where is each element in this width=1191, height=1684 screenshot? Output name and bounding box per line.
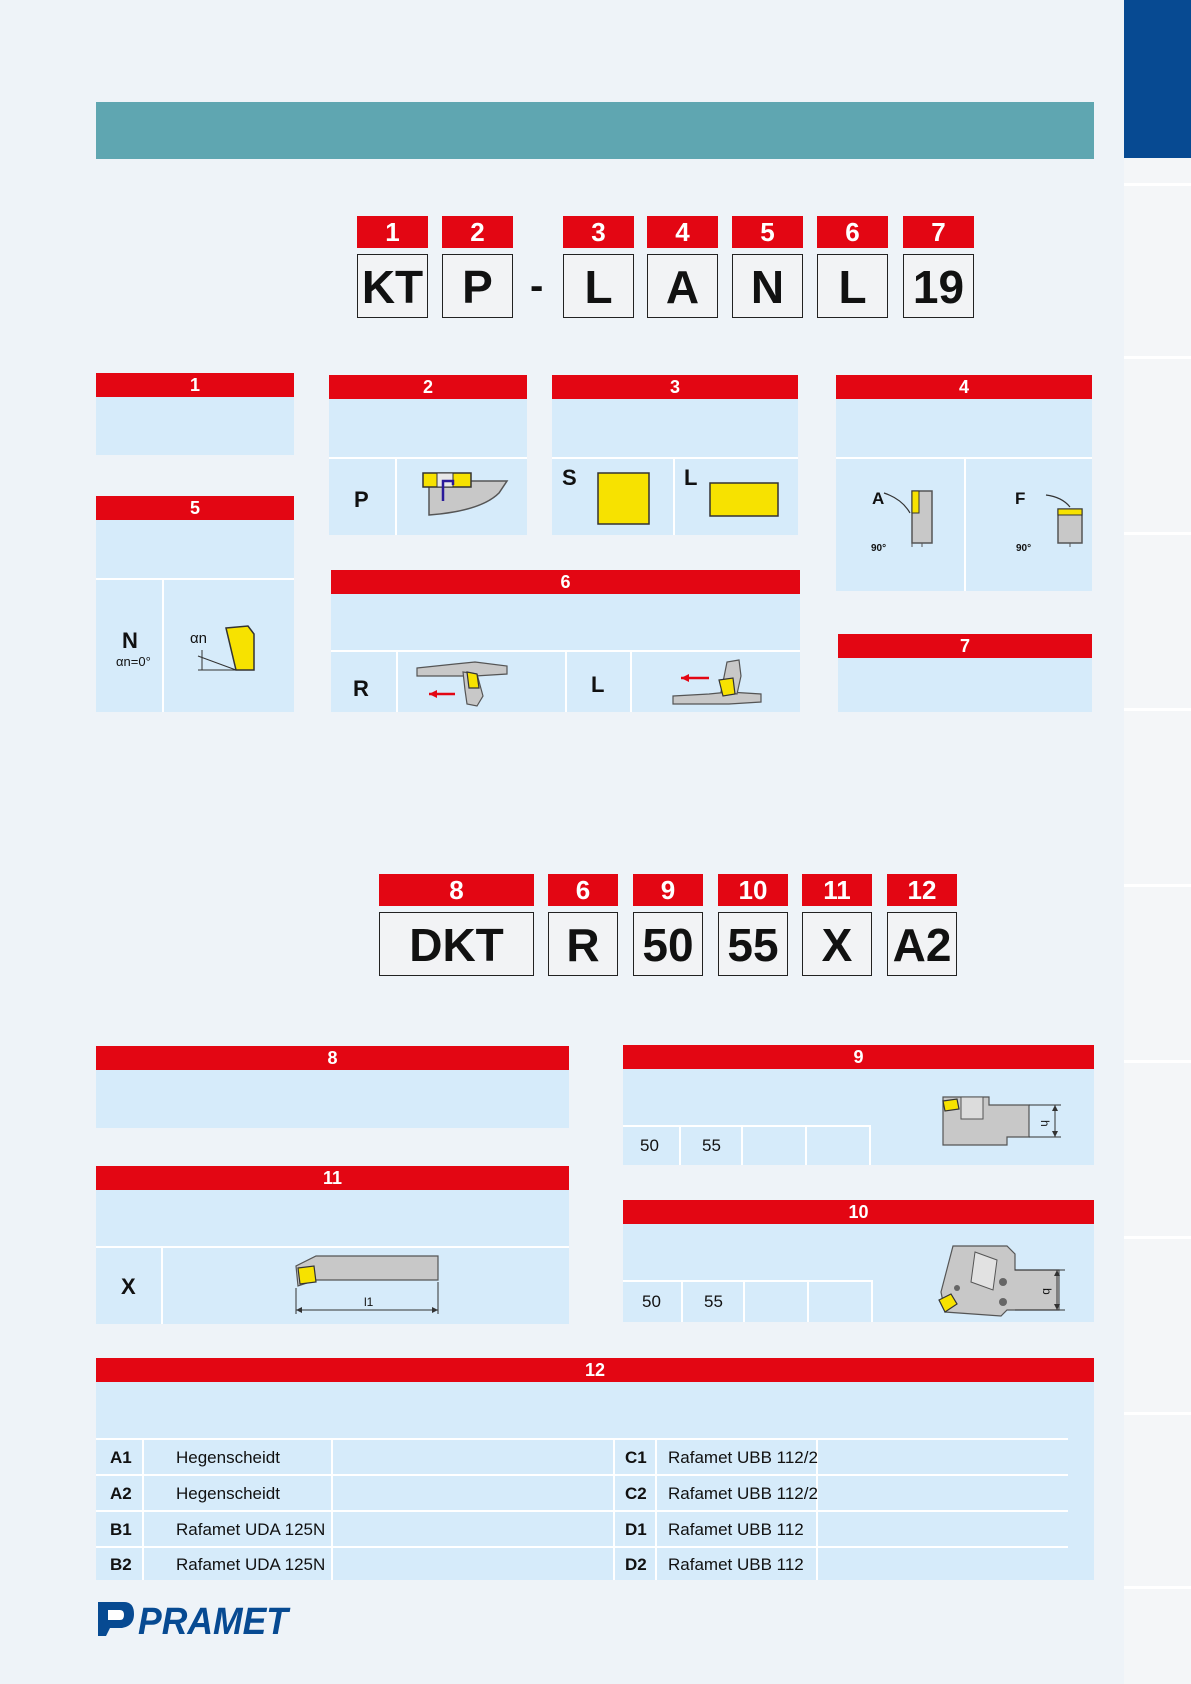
panel-header: 5 xyxy=(96,496,294,520)
grid-line xyxy=(655,1438,657,1580)
position-number: 9 xyxy=(633,874,703,906)
position-number: 6 xyxy=(817,216,888,248)
position-value: DKT xyxy=(379,912,534,976)
svg-text:PRAMET: PRAMET xyxy=(138,1601,291,1638)
code-position-5 xyxy=(732,216,803,322)
position-value: R xyxy=(548,912,618,976)
position-number: 1 xyxy=(357,216,428,248)
side-divider xyxy=(1124,1586,1191,1589)
grid-line xyxy=(96,1510,1068,1512)
grid-line xyxy=(96,1438,1068,1440)
side-divider xyxy=(1124,1412,1191,1415)
panel-header: 2 xyxy=(329,375,527,399)
machine-name: Rafamet UDA 125N xyxy=(176,1520,326,1539)
panel-header: 12 xyxy=(96,1358,1094,1382)
code-position-2 xyxy=(442,216,513,322)
code-separator: - xyxy=(530,264,544,308)
option-code: R xyxy=(353,676,369,701)
grid-line xyxy=(623,1280,871,1282)
clearance-angle-symbol: αn xyxy=(190,630,208,647)
cartridge-length-icon xyxy=(294,1252,444,1318)
panel-1 xyxy=(96,373,294,455)
position-number: 7 xyxy=(903,216,974,248)
panel-12 xyxy=(96,1358,1094,1580)
grid-line xyxy=(331,1438,333,1580)
grid-line xyxy=(395,457,397,535)
position-value: KT xyxy=(357,254,428,318)
code-position-1 xyxy=(357,216,428,322)
machine-code: C1 xyxy=(625,1448,647,1467)
panel-4 xyxy=(836,375,1092,591)
tool-style-a-icon xyxy=(882,487,934,549)
code-position-4 xyxy=(647,216,718,322)
grid-line xyxy=(805,1125,807,1165)
panel-header: 11 xyxy=(96,1166,569,1190)
panel-header: 8 xyxy=(96,1046,569,1070)
dimension-b-label: b xyxy=(1040,1288,1054,1295)
option-code: L xyxy=(591,672,605,697)
code-position-6 xyxy=(817,216,888,322)
code-position-10 xyxy=(718,874,788,980)
side-divider xyxy=(1124,708,1191,711)
grid-line xyxy=(162,578,164,712)
machine-name: Rafamet UDA 125N xyxy=(176,1555,326,1574)
machine-code: A2 xyxy=(110,1484,132,1503)
position-number: 10 xyxy=(718,874,788,906)
clamping-system-p-icon xyxy=(421,471,509,521)
grid-line xyxy=(142,1438,144,1580)
code-position-9 xyxy=(633,874,703,980)
machine-name: Rafamet UBB 112/2 xyxy=(668,1448,818,1467)
option-code: N xyxy=(122,628,138,653)
panel-header: 3 xyxy=(552,375,798,399)
position-number: 5 xyxy=(732,216,803,248)
grid-line xyxy=(681,1280,683,1322)
angle-label: 90° xyxy=(1016,543,1032,554)
machine-code: D1 xyxy=(625,1520,647,1539)
position-value: X xyxy=(802,912,872,976)
machine-name: Rafamet UBB 112 xyxy=(668,1555,804,1574)
machine-name: Hegenscheidt xyxy=(176,1448,280,1467)
panel-header: 7 xyxy=(838,634,1092,658)
grid-line xyxy=(565,650,567,712)
position-value: L xyxy=(563,254,634,318)
side-divider xyxy=(1124,1236,1191,1239)
option-code: X xyxy=(121,1274,136,1299)
panel-8 xyxy=(96,1046,569,1128)
machine-code: B1 xyxy=(110,1520,132,1539)
option-code: P xyxy=(354,487,369,512)
side-tab-strip xyxy=(1124,0,1191,1684)
panel-2 xyxy=(329,375,527,535)
height-value: 55 xyxy=(702,1136,721,1155)
clearance-angle-icon xyxy=(196,620,260,676)
machine-name: Rafamet UBB 112/2 xyxy=(668,1484,818,1503)
position-number: 6 xyxy=(548,874,618,906)
code-position-11 xyxy=(802,874,872,980)
grid-line xyxy=(96,1474,1068,1476)
clearance-angle-value: αn=0° xyxy=(116,654,151,669)
dimension-h-label: h xyxy=(1038,1120,1052,1127)
position-value: A xyxy=(647,254,718,318)
square-insert-icon xyxy=(596,471,652,527)
position-number: 12 xyxy=(887,874,957,906)
machine-code: A1 xyxy=(110,1448,132,1467)
code-position-7 xyxy=(903,216,974,322)
grid-line xyxy=(161,1246,163,1324)
grid-line xyxy=(96,578,294,580)
dimension-l1-label: l1 xyxy=(364,1295,374,1309)
pramet-logo xyxy=(96,1598,296,1643)
panel-header: 10 xyxy=(623,1200,1094,1224)
title-banner xyxy=(96,102,1094,159)
pramet-logo-mark xyxy=(96,1598,296,1638)
position-value: 55 xyxy=(718,912,788,976)
position-number: 4 xyxy=(647,216,718,248)
position-value: 50 xyxy=(633,912,703,976)
panel-3 xyxy=(552,375,798,535)
option-code: L xyxy=(684,465,698,490)
machine-code: B2 xyxy=(110,1555,132,1574)
panel-9 xyxy=(623,1045,1094,1165)
option-code: A xyxy=(872,489,885,508)
grid-line xyxy=(807,1280,809,1322)
position-value: P xyxy=(442,254,513,318)
grid-line xyxy=(869,1125,871,1165)
panel-10 xyxy=(623,1200,1094,1322)
panel-7 xyxy=(838,634,1092,712)
tool-style-f-icon xyxy=(1044,493,1090,549)
rectangular-insert-icon xyxy=(708,481,780,519)
panel-header: 9 xyxy=(623,1045,1094,1069)
side-divider xyxy=(1124,1060,1191,1063)
grid-line xyxy=(396,650,398,712)
height-value: 50 xyxy=(640,1136,659,1155)
grid-line xyxy=(743,1280,745,1322)
code-position-3 xyxy=(563,216,634,322)
panel-header: 1 xyxy=(96,373,294,397)
grid-line xyxy=(96,1546,1068,1548)
width-value: 55 xyxy=(704,1292,723,1311)
left-hand-tool-icon xyxy=(669,654,765,710)
code-position-12 xyxy=(887,874,957,980)
machine-name: Rafamet UBB 112 xyxy=(668,1520,804,1539)
grid-line xyxy=(623,1125,869,1127)
cartridge-height-icon xyxy=(941,1093,1071,1163)
position-number: 3 xyxy=(563,216,634,248)
grid-line xyxy=(964,457,966,591)
panel-6 xyxy=(331,570,800,712)
position-number: 11 xyxy=(802,874,872,906)
grid-line xyxy=(630,650,632,712)
grid-line xyxy=(741,1125,743,1165)
cartridge-width-icon xyxy=(935,1242,1071,1318)
width-value: 50 xyxy=(642,1292,661,1311)
grid-line xyxy=(552,457,798,459)
side-divider xyxy=(1124,183,1191,186)
right-hand-tool-icon xyxy=(415,654,511,710)
position-value: L xyxy=(817,254,888,318)
side-divider xyxy=(1124,356,1191,359)
machine-code: D2 xyxy=(625,1555,647,1574)
side-divider xyxy=(1124,532,1191,535)
position-value: A2 xyxy=(887,912,957,976)
code-position-6b xyxy=(548,874,618,980)
code-position-8 xyxy=(379,874,534,980)
option-code: S xyxy=(562,465,577,490)
side-divider xyxy=(1124,884,1191,887)
grid-line xyxy=(673,457,675,535)
grid-line xyxy=(96,1246,569,1248)
panel-11 xyxy=(96,1166,569,1324)
position-value: N xyxy=(732,254,803,318)
grid-line xyxy=(871,1280,873,1322)
machine-name: Hegenscheidt xyxy=(176,1484,280,1503)
grid-line xyxy=(329,457,527,459)
side-tab-active[interactable] xyxy=(1124,0,1191,158)
grid-line xyxy=(613,1438,615,1580)
position-number: 2 xyxy=(442,216,513,248)
panel-header: 6 xyxy=(331,570,800,594)
position-number: 8 xyxy=(379,874,534,906)
panel-5 xyxy=(96,496,294,712)
angle-label: 90° xyxy=(871,543,887,554)
grid-line xyxy=(679,1125,681,1165)
position-value: 19 xyxy=(903,254,974,318)
panel-header: 4 xyxy=(836,375,1092,399)
machine-code: C2 xyxy=(625,1484,647,1503)
option-code: F xyxy=(1015,489,1026,508)
